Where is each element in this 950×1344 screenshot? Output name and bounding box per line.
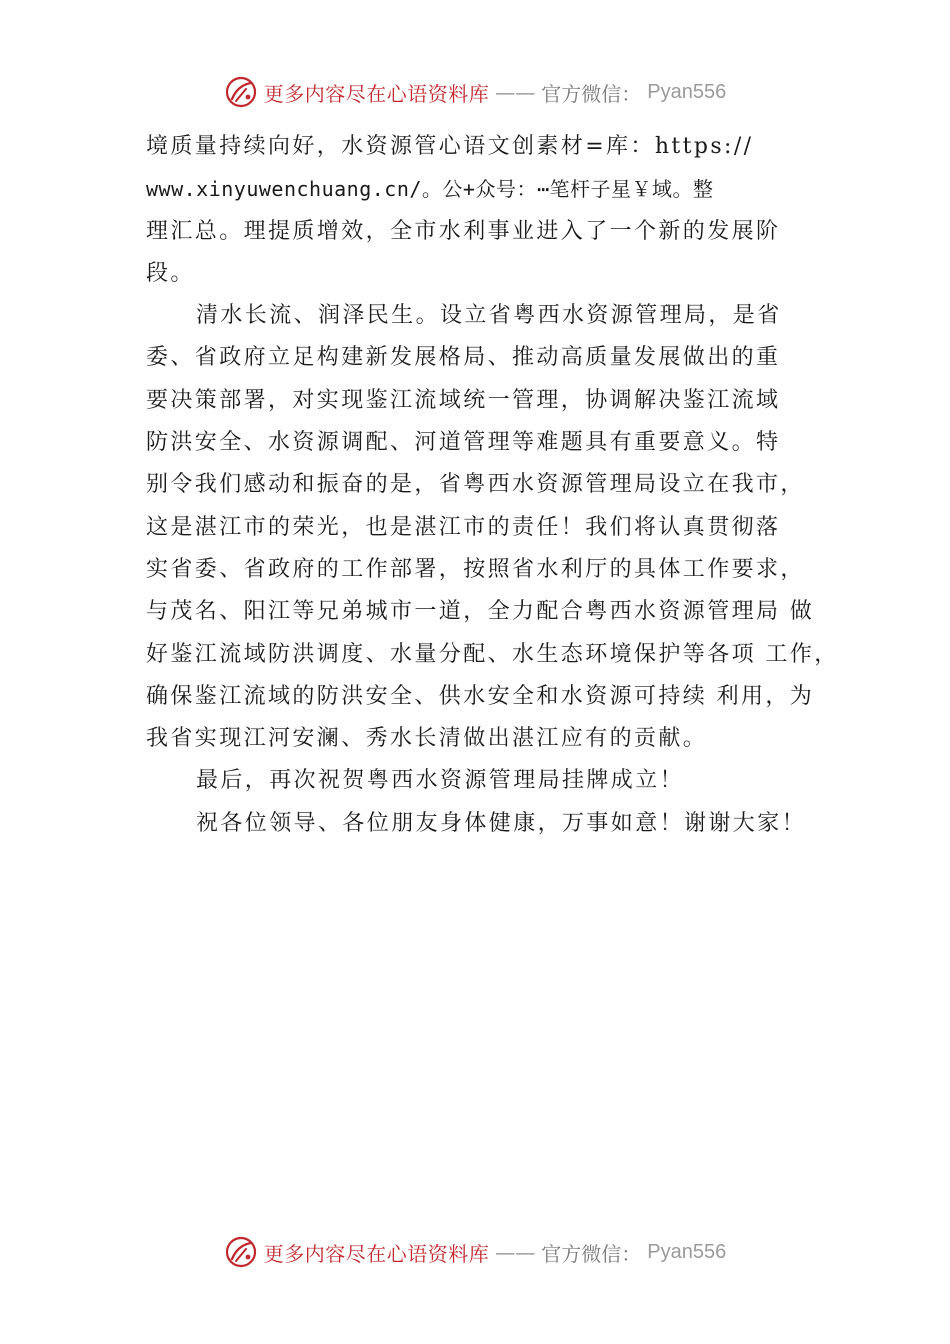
text-line: 好鉴江流域防洪调度、水量分配、水生态环境保护等各项 工作， xyxy=(146,641,839,667)
banner-wechat-label: 官方微信： xyxy=(541,1241,642,1266)
banner-text: 更多内容尽在心语资料库 xyxy=(263,1241,490,1266)
text-line: 境质量持续向好，水资源管心语文创素材=库：https:// xyxy=(146,134,754,159)
banner-separator: —— xyxy=(495,1240,536,1264)
document-body xyxy=(146,126,846,845)
footer-banner xyxy=(0,1232,950,1272)
text-line: 这是湛江市的荣光，也是湛江市的责任！我们将认真贯彻落 xyxy=(146,514,781,540)
text-line: 理汇总。理提质增效，全市水利事业进入了一个新的发展阶 xyxy=(146,218,781,244)
text-line: 防洪安全、水资源调配、河道管理等难题具有重要意义。特 xyxy=(146,430,781,456)
banner-wechat-id: Pyan556 xyxy=(647,1240,727,1263)
brand-logo-icon xyxy=(224,75,258,109)
text-line: 我省实现江河安澜、秀水长清做出湛江应有的贡献。 xyxy=(146,726,708,752)
paragraph xyxy=(146,126,846,295)
banner-text: 更多内容尽在心语资料库 xyxy=(263,81,490,106)
banner-separator: —— xyxy=(495,80,536,104)
text-line: 段。 xyxy=(146,260,195,286)
header-banner xyxy=(0,72,950,112)
paragraph xyxy=(146,803,846,845)
text-line: 实省委、省政府的工作部署，按照省水利厅的具体工作要求， xyxy=(146,556,805,582)
text-line: 清水长流、润泽民生。设立省粤西水资源管理局，是省 xyxy=(196,303,782,329)
banner-wechat-label: 官方微信： xyxy=(541,81,642,106)
text-line: 与茂名、阳江等兄弟城市一道，全力配合粤西水资源管理局 做 xyxy=(146,599,815,625)
text-line: 最后，再次祝贺粤西水资源管理局挂牌成立！ xyxy=(196,768,685,794)
text-line: www.xinyuwenchuang.cn/。公+众号：⋯笔杆子星￥域。整 xyxy=(146,177,714,202)
text-line: 确保鉴江流域的防洪安全、供水安全和水资源可持续 利用，为 xyxy=(146,683,815,709)
paragraph xyxy=(146,760,846,802)
brand-logo-icon xyxy=(224,1235,258,1269)
text-line: 别令我们感动和振奋的是，省粤西水资源管理局设立在我市， xyxy=(146,472,805,498)
text-line: 祝各位领导、各位朋友身体健康，万事如意！谢谢大家！ xyxy=(196,810,807,836)
text-line: 委、省政府立足构建新发展格局、推动高质量发展做出的重 xyxy=(146,345,781,371)
paragraph xyxy=(146,295,846,760)
text-line: 要决策部署，对实现鉴江流域统一管理，协调解决鉴江流域 xyxy=(146,387,781,413)
banner-wechat-id: Pyan556 xyxy=(647,80,727,103)
